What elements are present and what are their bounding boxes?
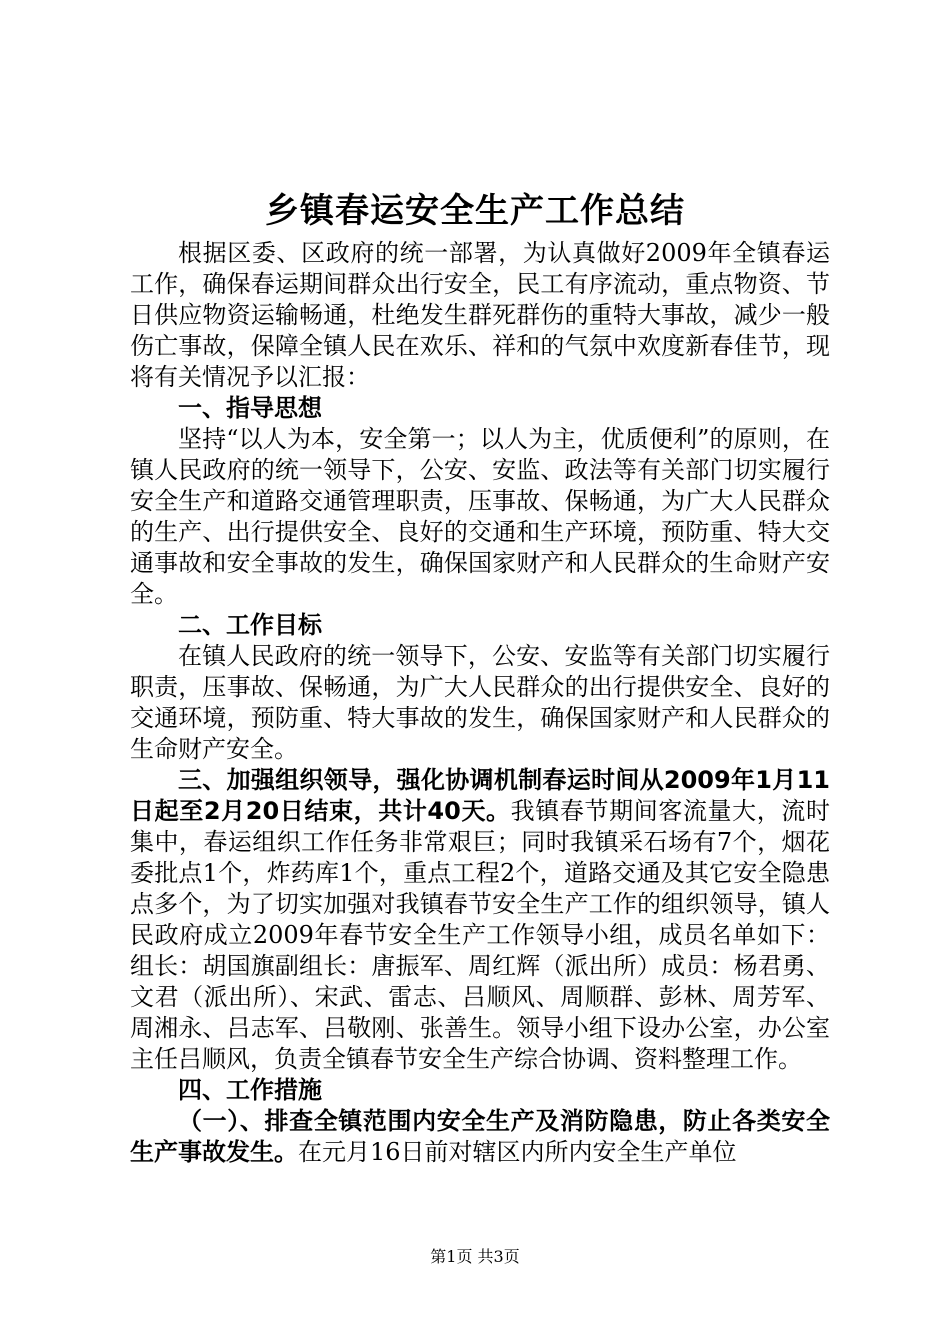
section-heading-1: 一、指导思想 xyxy=(178,394,322,422)
page-footer: 第1页 共3页 xyxy=(430,1247,520,1266)
section-1-paragraph: 坚持“以人为本，安全第一；以人为主，优质便利”的原则，在镇人民政府的统一领导下，公安、安监、政法等有关部门切实履行安全生产和道路交通管理职责，压事故、保畅通，为广大人民群众的生产、出行提供安全、良好的交通和生产环境，预防重、特大交通事故和安全事故的发生，确保国家财产和人民群众的生命财产安全。 xyxy=(130,425,830,608)
section-3-paragraph xyxy=(130,765,830,1075)
intro-paragraph: 根据区委、区政府的统一部署，为认真做好2009年全镇春运工作，确保春运期间群众出行安全，民工有序流动，重点物资、节日供应物资运输畅通，杜绝发生群死群伤的重特大事故，减少一般伤亡事故，保障全镇人民在欢乐、祥和的气氛中欢度新春佳节，现将有关情况予以汇报： xyxy=(130,239,830,391)
section-4-text: 在元月16日前对辖区内所内安全生产单位 xyxy=(298,1138,737,1166)
section-4-paragraph xyxy=(130,1106,830,1168)
document-body xyxy=(130,238,830,1168)
section-3-lead: 三、加强组织领导，强化协调机制春运时间从2009年1月11日起至2月20日结束，共计40天。 xyxy=(130,766,830,825)
document-title: 乡镇春运安全生产工作总结 xyxy=(265,191,685,231)
section-2-paragraph: 在镇人民政府的统一领导下，公安、安监等有关部门切实履行职责，压事故、保畅通，为广大人民群众的出行提供安全、良好的交通环境，预防重、特大事故的发生，确保国家财产和人民群众的生命财产安全。 xyxy=(130,642,830,763)
section-heading-2: 二、工作目标 xyxy=(178,611,322,639)
section-4-lead: （一）、排查全镇范围内安全生产及消防隐患，防止各类安全生产事故发生。 xyxy=(130,1107,830,1166)
section-heading-4: 四、工作措施 xyxy=(178,1076,322,1104)
section-3-text: 我镇春节期间客流量大，流时集中，春运组织工作任务非常艰巨；同时我镇采石场有7个，烟花委批点1个，炸药库1个，重点工程2个，道路交通及其它安全隐患点多个，为了切实加强对我镇春节安全生产工作的组织领导，镇人民政府成立2009年春节安全生产工作领导小组，成员名单如下：组长：胡国旗副组长：唐振军、周红辉（派出所）成员：杨君勇、文君（派出所）、宋武、雷志、吕顺风、周顺群、彭林、周芳军、周湘永、吕志军、吕敬刚、张善生。领导小组下设办公室，办公室主任吕顺风，负责全镇春节安全生产综合协调、资料整理工作。 xyxy=(130,797,831,1073)
